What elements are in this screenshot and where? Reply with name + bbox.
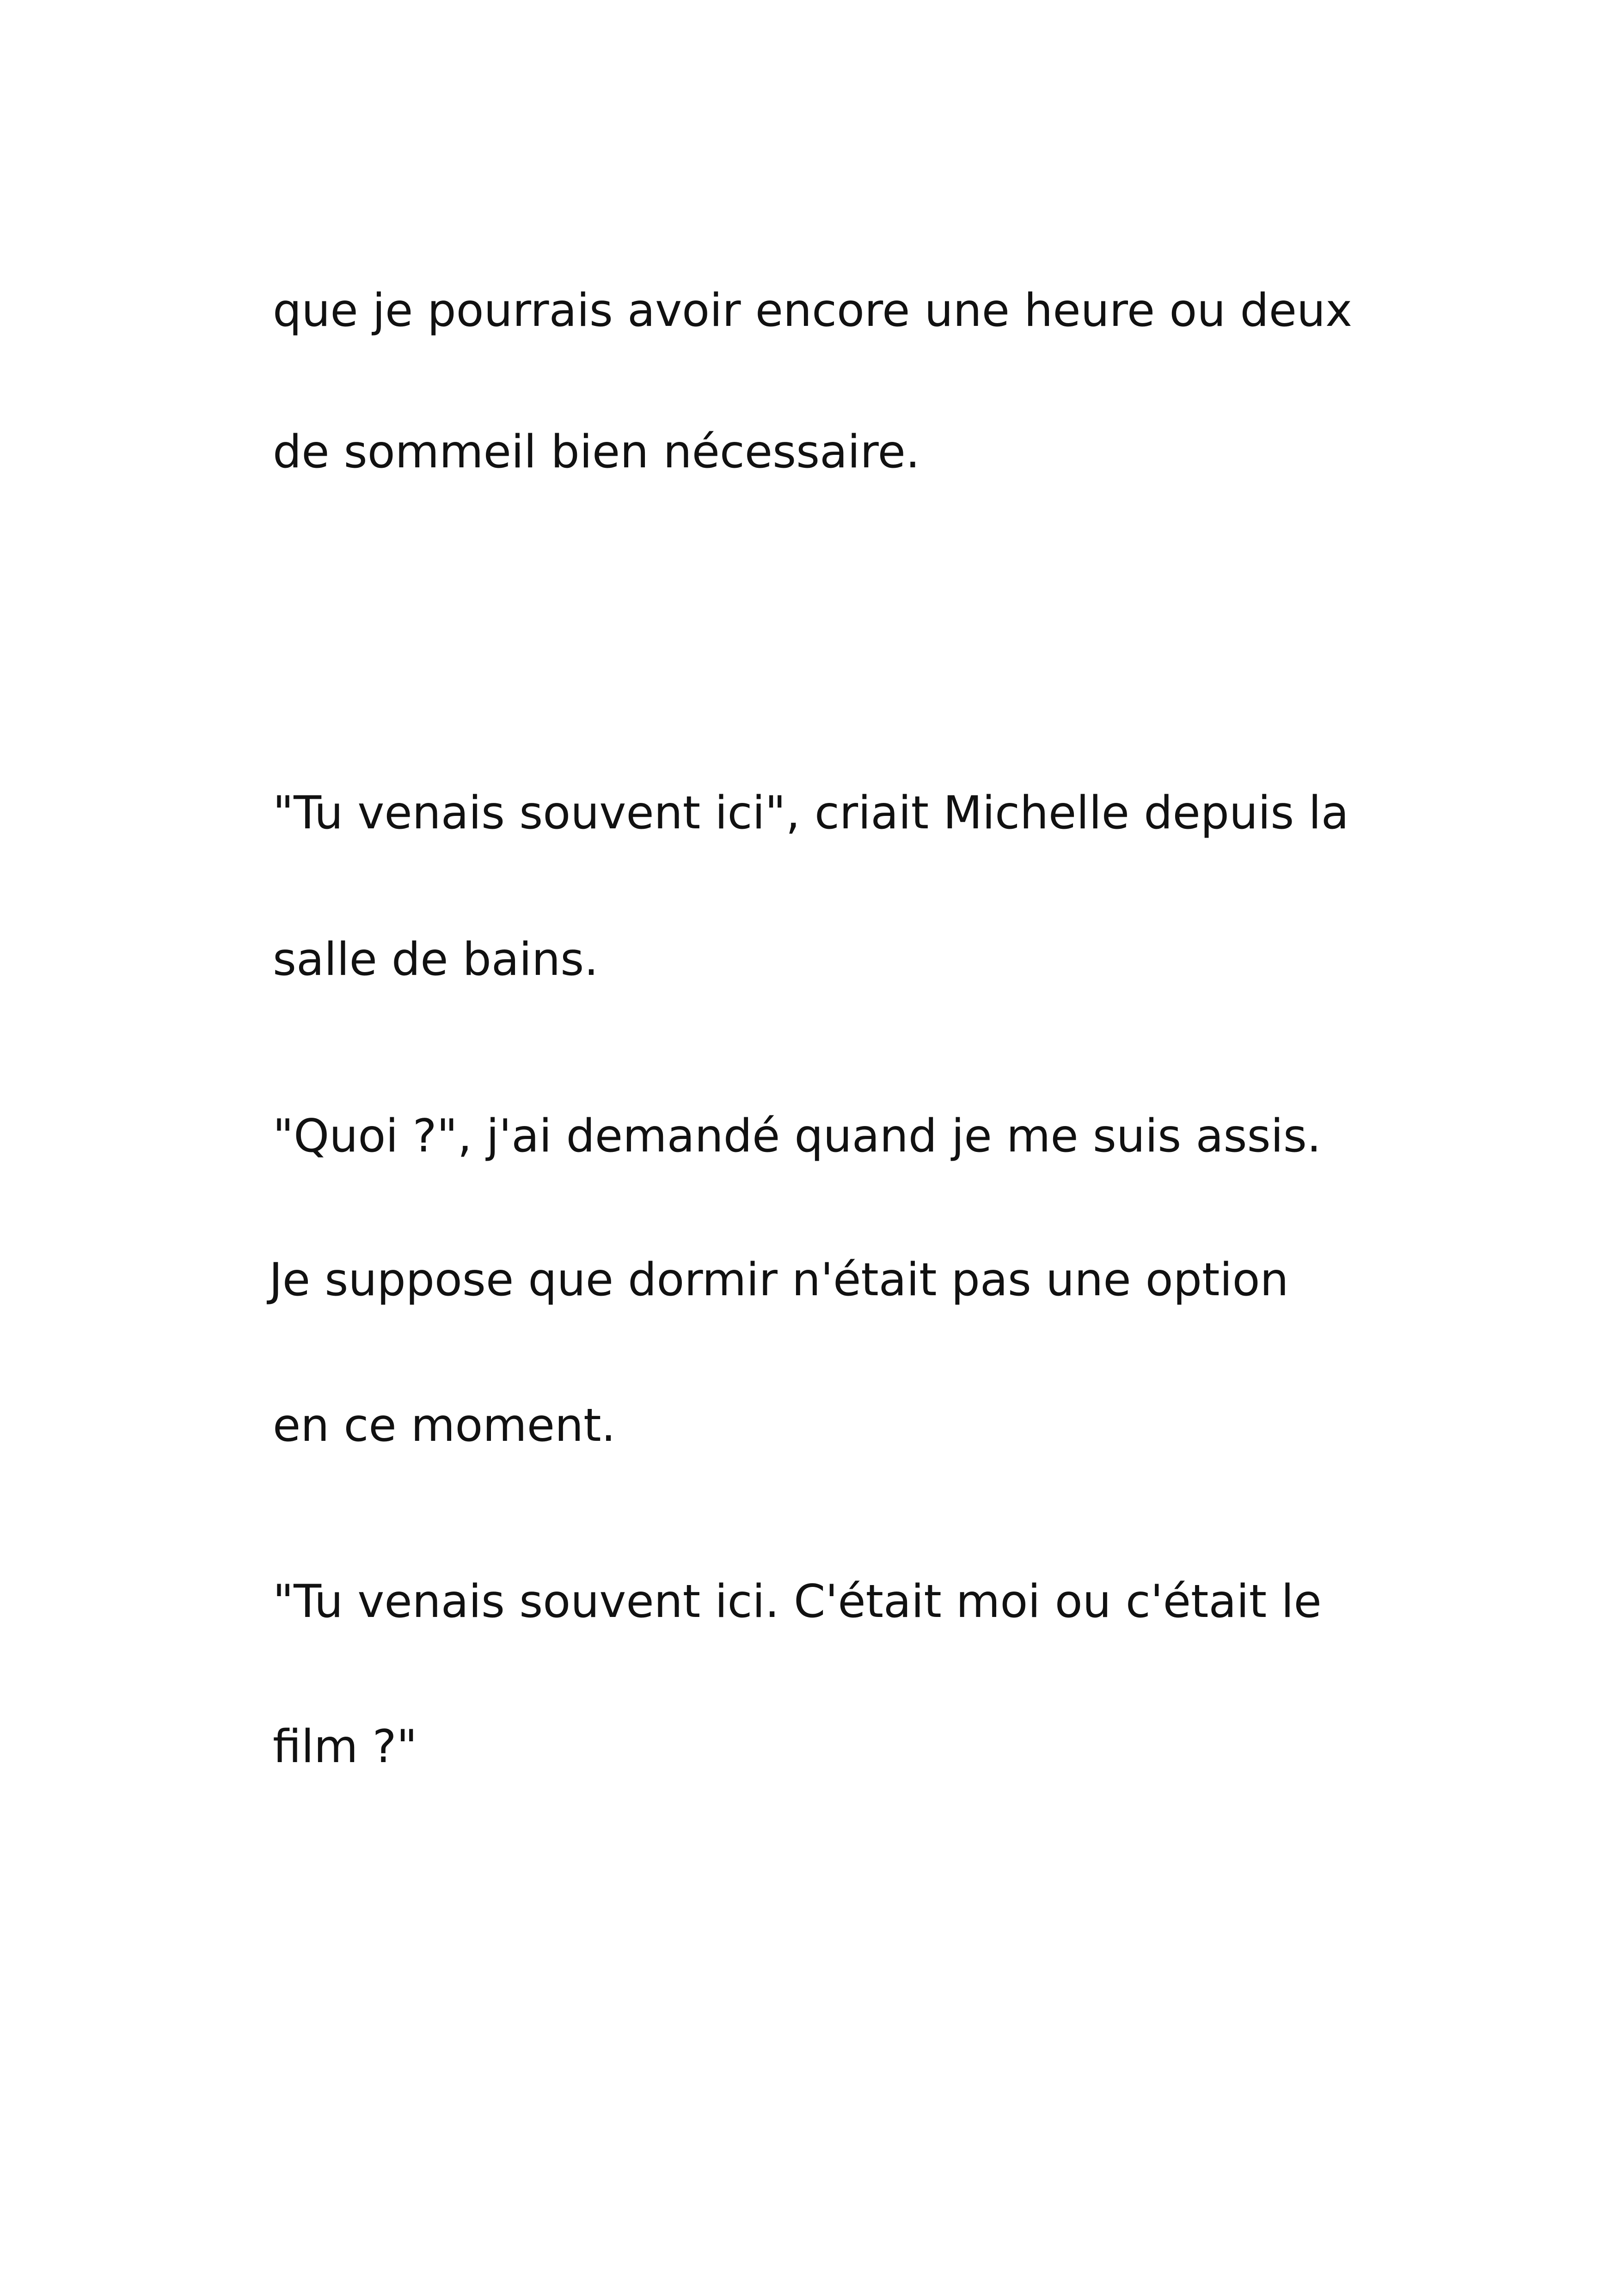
text-line: "Quoi ?", j'ai demandé quand je me suis assis. (273, 1110, 1322, 1163)
text-line: film ?" (273, 1720, 417, 1773)
text-line: salle de bains. (273, 933, 599, 986)
text-line: Je suppose que dormir n'était pas une option (269, 1254, 1289, 1306)
text-line: que je pourrais avoir encore une heure ou deux (273, 284, 1353, 337)
text-line: en ce moment. (273, 1399, 616, 1452)
text-line: "Tu venais souvent ici", criait Michelle depuis la (273, 787, 1349, 839)
text-line: "Tu venais souvent ici. C'était moi ou c'était le (273, 1575, 1322, 1628)
text-line: de sommeil bien nécessaire. (273, 426, 920, 478)
